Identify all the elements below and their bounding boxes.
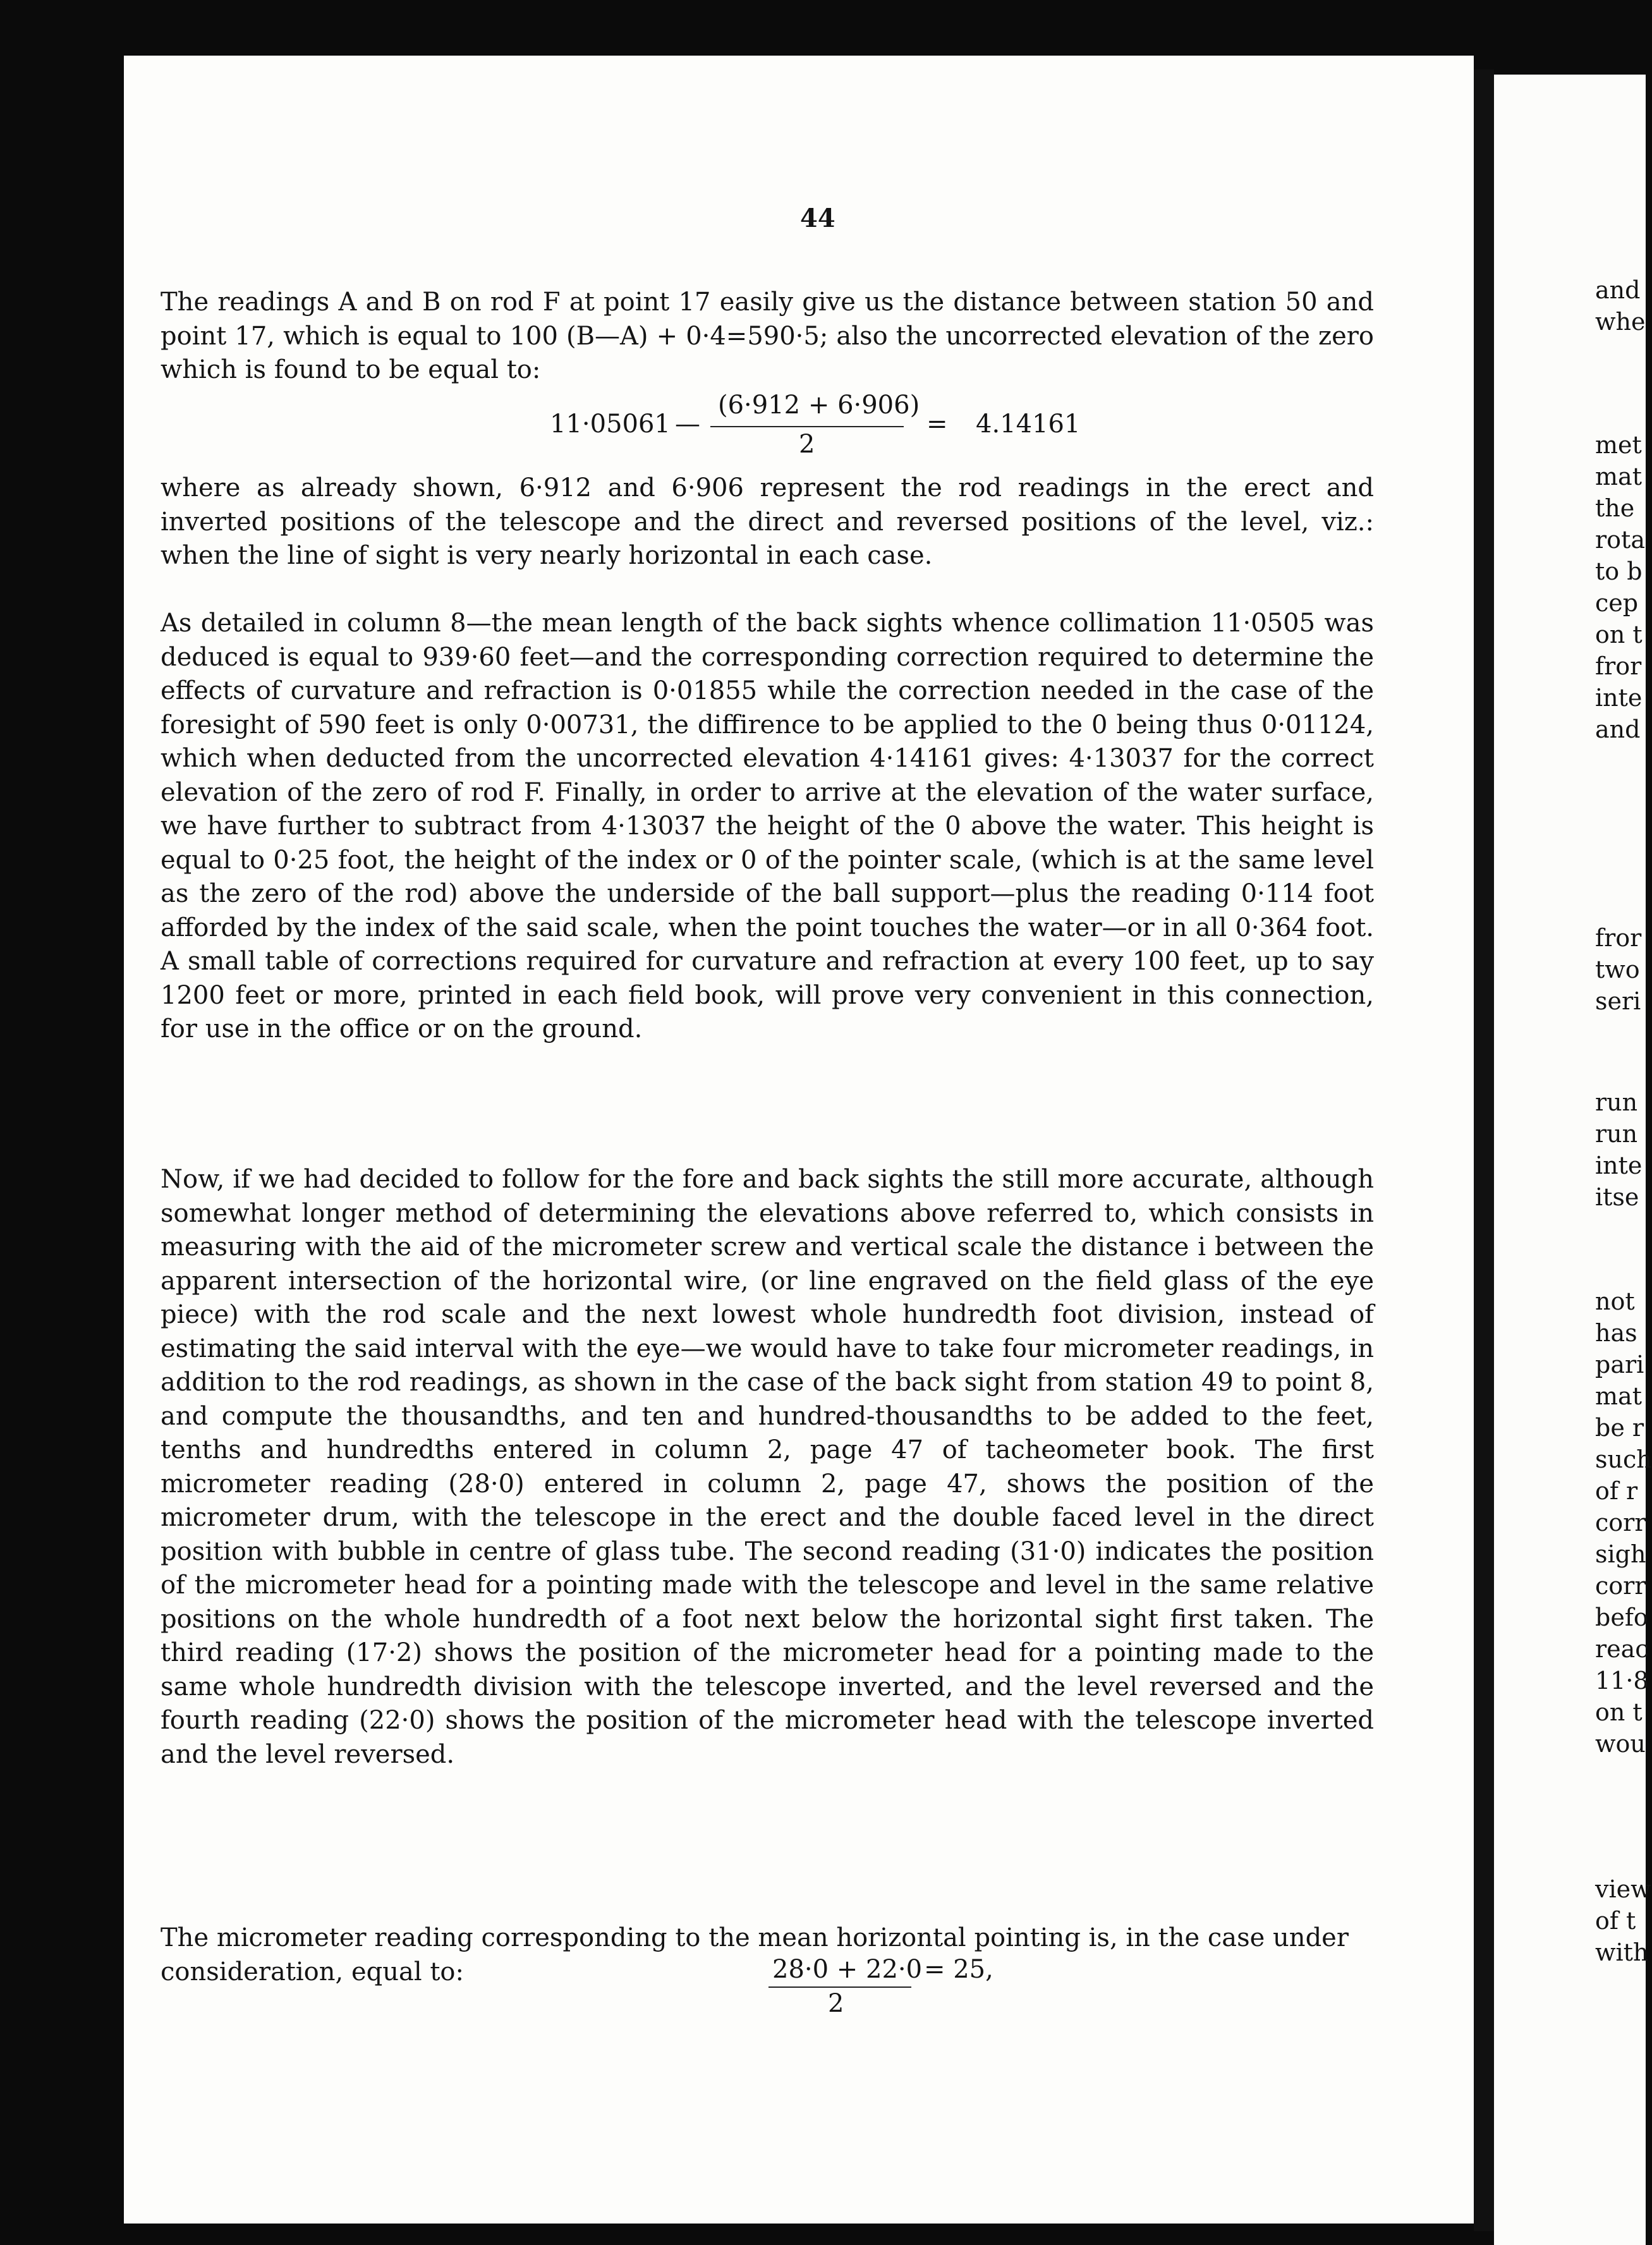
mean-result: = 25, [924,1955,993,1984]
facing-page-fragment: cep [1595,589,1639,617]
facing-page-fragment: of r [1595,1477,1638,1505]
mean-numerator: 28·0 + 22·0 [772,1955,923,1984]
equation-result: 4.14161 [976,410,1081,439]
facing-page-fragment: befo [1595,1603,1648,1631]
equation-numerator: (6·912 + 6·906) [718,391,920,420]
facing-page-fragment: such [1595,1445,1652,1473]
paragraph-micrometer-method: Now, if we had decided to follow for the fore and back sights the still more accurate, although somewhat longer method of determining the elevations above referred to, which consists in measuring with the aid of the micrometer screw and vertical scale the distance i between the apparent intersection of the horizontal wire, (or line engraved on the field glass of the eye piece) with the rod scale and the next lowest whole hundredth foot division, instead of estimating the said interval with the eye—we would have to take four micrometer readings, in addition to the rod readings, as shown in the case of the back sight from station 49 to point 8, and compute the thousandths, and ten and hundred-thousandths to be added to the feet, tenths and hundredths entered in column 2, page 47 of tacheometer book. The first micrometer reading (28·0) entered in column 2, page 47, shows the position of the micrometer drum, with the telescope in the erect and the double faced level in the direct position with bubble in centre of glass tube. The second reading (31·0) indicates the position of the micrometer head for a pointing made with the telescope and level in the same relative positions on the whole hundredth of a foot next below the horizontal sight first taken. The third reading (17·2) shows the position of the micrometer head for a pointing made to the same whole hundredth division with the telescope inverted, and the level reversed and the fourth reading (22·0) shows the position of the micrometer head with the telescope inverted and the level reversed. [161,1165,1374,1769]
facing-page-fragment: fror [1595,652,1642,680]
facing-page-fragment: seri [1595,987,1641,1015]
facing-page-fragment: the [1595,494,1635,522]
facing-page-fragment: sigh [1595,1540,1646,1568]
equation-left-term: 11·05061 [550,410,671,439]
facing-page-fragment: and [1595,715,1641,743]
mean-denominator: 2 [828,1989,844,2018]
facing-page-fragment: run [1595,1088,1638,1116]
micrometer-mean-line [161,1921,1374,1989]
facing-page-fragment: met [1595,431,1642,459]
facing-page-fragment: has [1595,1319,1637,1347]
facing-page-fragment: mat [1595,463,1642,490]
elevation-equation [427,391,1122,466]
facing-page-fragment: and [1595,276,1641,304]
facing-page-fragment: mat [1595,1382,1642,1410]
fraction-bar [710,426,904,427]
book-page-right-partial [1494,75,1652,2245]
facing-page-fragment: reac [1595,1635,1649,1663]
paragraph-rod-readings: where as already shown, 6·912 and 6·906 represent the rod readings in the erect and inverted positions of the telescope and the direct and reversed positions of the level, viz.: when the line of sight is very nearly horizontal in each case. [161,473,1374,570]
paragraph-curvature-correction: As detailed in column 8—the mean length of the back sights whence collimation 11·0505 was deduced is equal to 939·60 feet—and the corresponding correction required to determine the effects of curvature and refraction is 0·01855 while the correction needed in the case of the foresight of 590 feet is only 0·00731, the diffirence to be applied to the 0 being thus 0·01124, which when deducted from the uncorrected elevation 4·14161 gives: 4·13037 for the correct elevation of the zero of rod F. Finally, in order to arrive at the elevation of the water surface, we have further to subtract from 4·13037 the height of the 0 above the water. This height is equal to 0·25 foot, the height of the index or 0 of the pointer scale, (which is at the same level as the zero of the rod) above the underside of the ball support—plus the reading 0·114 foot afforded by the index of the said scale, when the point touches the water—or in all 0·364 foot. A small table of corrections required for curvature and refraction at every 100 feet, up to say 1200 feet or more, printed in each field book, will prove very convenient in this connection, for use in the office or on the ground. [161,609,1374,1043]
facing-page-fragment: to b [1595,557,1643,585]
page-number: 44 [800,204,835,233]
facing-page-fragment: on t [1595,1698,1643,1726]
facing-page-fragment: corr [1595,1572,1646,1600]
facing-page-fragment: view [1595,1875,1651,1903]
facing-page-fragment: be r [1595,1414,1644,1442]
facing-page-fragment: corr [1595,1509,1646,1536]
facing-page-fragment: fror [1595,924,1642,952]
paragraph-micrometer-mean: The micrometer reading corresponding to the mean horizontal pointing is, in the case under consideration, equal to: [161,1923,1349,1986]
facing-page-fragment: itse [1595,1183,1639,1211]
mean-fraction-bar [768,1986,911,1988]
facing-page-fragment: two [1595,956,1640,983]
facing-page-fragment: 11·8 [1595,1667,1649,1694]
facing-page-fragment: not [1595,1287,1635,1315]
equation-denominator: 2 [799,430,815,459]
facing-page-fragment: pari [1595,1351,1644,1378]
facing-page-fragment: on t [1595,621,1643,648]
equation-minus: — [675,410,700,439]
paragraph-readings: The readings A and B on rod F at point 17 easily give us the distance between station 50 and point 17, which is equal to 100 (B—A) + 0·4=590·5; also the uncorrected elevation of the zero which is found to be equal to: [161,288,1374,384]
facing-page-fragment: rota [1595,526,1645,554]
facing-page-fragment: run [1595,1120,1638,1148]
facing-page-fragment: of t [1595,1907,1636,1935]
facing-page-fragment: inte [1595,1152,1643,1179]
facing-page-fragment: with [1595,1938,1649,1966]
facing-page-fragment: whe [1595,308,1646,336]
facing-page-fragment: wou [1595,1730,1646,1758]
micrometer-mean-equation [768,1955,1084,2024]
facing-page-fragment: inte [1595,684,1643,712]
equation-equals: = [926,410,948,439]
book-gutter [1474,70,1494,2231]
